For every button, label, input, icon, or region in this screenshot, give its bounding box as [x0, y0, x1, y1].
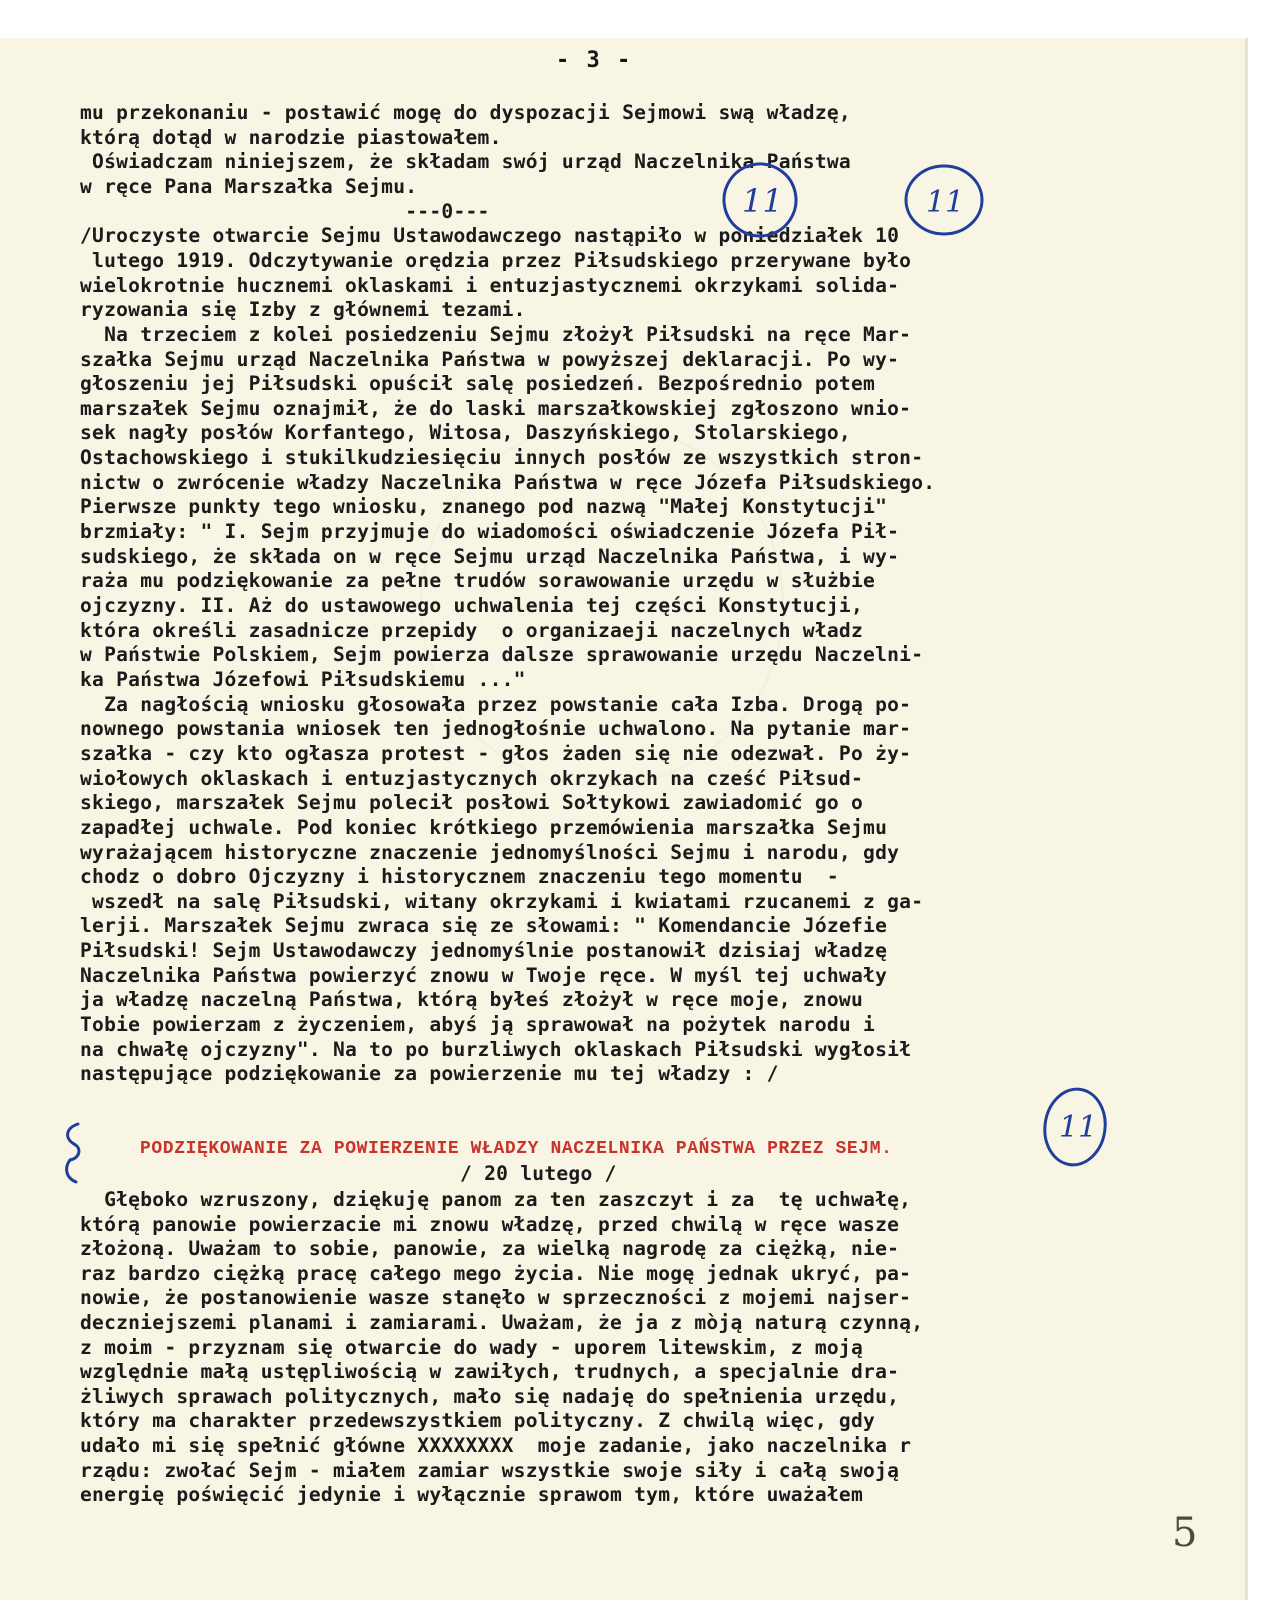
page-number: - 3 -	[556, 48, 633, 73]
text-line: sudskiego, że składa on w ręce Sejmu urząd Naczelnika Państwa, i wy-	[80, 544, 900, 568]
circled-mark-right	[890, 160, 1010, 250]
text-line: wszedł na salę Piłsudski, witany okrzykami i kwiatami rzucanemi z ga-	[80, 889, 924, 913]
text-line: nictw o zwrócenie władzy Naczelnika Państwa w ręce Józefa Piłsudskiego.	[80, 470, 936, 494]
text-line: następujące podziękowanie za powierzenie mu tej władzy : /	[80, 1062, 779, 1086]
text-line: Ostachowskiego i stukilkudziesięciu innych posłów ze wszystkich stron-	[80, 446, 924, 470]
margin-bracket-mark	[56, 1118, 96, 1188]
text-line: wielokrotnie hucznemi oklaskami i entuzjastycznemi okrzykami solida-	[80, 273, 900, 297]
text-line: zapadłej uchwale. Pod koniec krótkiego przemówienia marszałka Sejmu	[80, 815, 888, 839]
speech-line: z moim - przyznam się otwarcie do wady - uporem litewskim, z moją	[80, 1335, 864, 1359]
text-line: lerji. Marszałek Sejmu zwraca się ze słowami: " Komendancie Józefie	[80, 914, 888, 938]
circled-mark-left-number: 11	[742, 182, 783, 220]
speech-line: który ma charakter przedewszystkiem polityczny. Z chwilą więc, gdy	[80, 1409, 876, 1433]
text-line: ja władzę naczelną Państwa, którą byłeś złożył w ręce moje, znowu	[80, 988, 864, 1012]
text-line: nownego powstania wniosek ten jednogłośnie uchwalono. Na pytanie mar-	[80, 717, 912, 741]
speech-line: Głęboko wzruszony, dziękuję panom za ten zaszczyt i za tę uchwałę,	[80, 1188, 912, 1211]
text-line: wiołowych oklaskach i entuzjastycznych okrzykach na cześć Piłsud-	[80, 766, 864, 790]
text-line: Naczelnika Państwa powierzyć znowu w Twoje ręce. W myśl tej uchwały	[80, 963, 888, 987]
text-line: ryzowania się Izby z głównemi tezami.	[80, 298, 526, 322]
text-line: ka Państwa Józefowi Piłsudskiemu ..."	[80, 667, 526, 691]
text-line: która określi zasadnicze przepidy o organizaeji naczelnych władz	[80, 618, 864, 642]
text-line: lutego 1919. Odczytywanie orędzia przez Piłsudskiego przerywane było	[80, 248, 912, 272]
speech-line: energię poświęcić jedynie i wyłącznie sprawom tym, które uważałem	[80, 1483, 864, 1507]
text-line: którą dotąd w narodzie piastowałem.	[80, 125, 502, 149]
text-line: ojczyzny. II. Aż do ustawowego uchwalenia tej części Konstytucji,	[80, 594, 864, 617]
speech-line: złożoną. Uważam to sobie, panowie, za wielką nagrodę za ciężką, nie-	[80, 1237, 900, 1261]
text-line: Tobie powierzam z życzeniem, abyś ją sprawował na pożytek narodu i	[80, 1013, 876, 1037]
text-line: mu przekonaniu - postawić mogę do dyspozacji Sejmowi swą władzę,	[80, 101, 851, 124]
text-line: sek nagły posłów Korfantego, Witosa, Daszyńskiego, Stolarskiego,	[80, 421, 851, 445]
text-line: raża mu podziękowanie za pełne trudów sorawowanie urzędu w służbie	[80, 569, 876, 593]
text-line: Za nagłością wniosku głosowała przez powstanie cała Izba. Drogą po-	[80, 692, 912, 716]
text-line: Na trzeciem z kolei posiedzeniu Sejmu złożył Piłsudski na ręce Mar-	[80, 322, 912, 346]
speech-line: względnie małą ustępliwością w zawiłych, trudnych, a specjalnie dra-	[80, 1360, 900, 1384]
text-line: głoszeniu jej Piłsudski opuścił salę posiedzeń. Bezpośrednio potem	[80, 372, 876, 396]
speech-line: nowie, że postanowienie wasze stanęło w sprzeczności z mojemi najser-	[80, 1286, 912, 1310]
speech-line: rządu: zwołać Sejm - miałem zamiar wszystkie swoje siły i całą swoją	[80, 1458, 900, 1482]
circled-mark-right-number: 11	[926, 185, 965, 220]
text-line: szałka - czy kto ogłasza protest - głos żaden się nie odezwał. Po ży-	[80, 741, 912, 765]
text-line: /Uroczyste otwarcie Sejmu Ustawodawczego nastąpiło w poniedziałek 10	[80, 224, 900, 248]
speech-line: żliwych sprawach politycznych, mało się nadaję do spełnienia urzędu,	[80, 1384, 900, 1408]
text-line: chodz o dobro Ojczyzny i historycznem znaczeniu tego momentu -	[80, 865, 839, 889]
speech-line: którą panowie powierzacie mi znowu władzę, przed chwilą w ręce wasze	[80, 1212, 900, 1236]
page-corner-mark: 5	[1172, 1510, 1198, 1556]
speech-line: raz bardzo ciężką pracę całego mego życia. Nie mogę jednak ukryć, pa-	[80, 1261, 912, 1285]
speech-line: udało mi się spełnić główne XXXXXXXX moje zadanie, jako naczelnika r	[80, 1434, 912, 1457]
circled-mark-heading	[1025, 1083, 1135, 1178]
speech-date: / 20 lutego /	[460, 1162, 617, 1185]
text-line: Pierwsze punkty tego wniosku, znanego pod nazwą "Małej Konstytucji"	[80, 495, 888, 519]
text-line: wyrażającem historyczne znaczenie jednomyślności Sejmu i narodu, gdy	[80, 840, 900, 864]
circled-mark-heading-number: 11	[1059, 1110, 1098, 1145]
text-line: marszałek Sejmu oznajmił, że do laski marszałkowskiej zgłoszono wnio-	[80, 396, 912, 420]
text-line: ---0---	[80, 199, 490, 223]
text-line: w ręce Pana Marszałka Sejmu.	[80, 174, 418, 198]
text-line: na chwałę ojczyzny". Na to po burzliwych oklaskach Piłsudski wygłosił	[80, 1037, 912, 1061]
circled-mark-left	[700, 160, 840, 250]
text-line: Piłsudski! Sejm Ustawodawczy jednomyślnie postanowił dzisiaj władzę	[80, 939, 888, 963]
text-line: Oświadczam niniejszem, że składam swój urząd Naczelnika Państwa	[80, 150, 851, 174]
text-line: w Państwie Polskiem, Sejm powierza dalsze sprawowanie urzędu Naczelni-	[80, 643, 924, 667]
text-line: skiego, marszałek Sejmu polecił posłowi Sołtykowi zawiadomić go o	[80, 791, 864, 815]
text-line: brzmiały: " I. Sejm przyjmuje do wiadomości oświadczenie Józefa Pił-	[80, 520, 900, 544]
text-line: szałka Sejmu urząd Naczelnika Państwa w powyższej deklaracji. Po wy-	[80, 347, 900, 371]
speech-line: deczniejszemi planami i zamiarami. Uważam, że ja z mòją naturą czynną,	[80, 1311, 924, 1334]
speech-heading: PODZIĘKOWANIE ZA POWIERZENIE WŁADZY NACZELNIKA PAŃSTWA PRZEZ SEJM.	[140, 1139, 893, 1159]
